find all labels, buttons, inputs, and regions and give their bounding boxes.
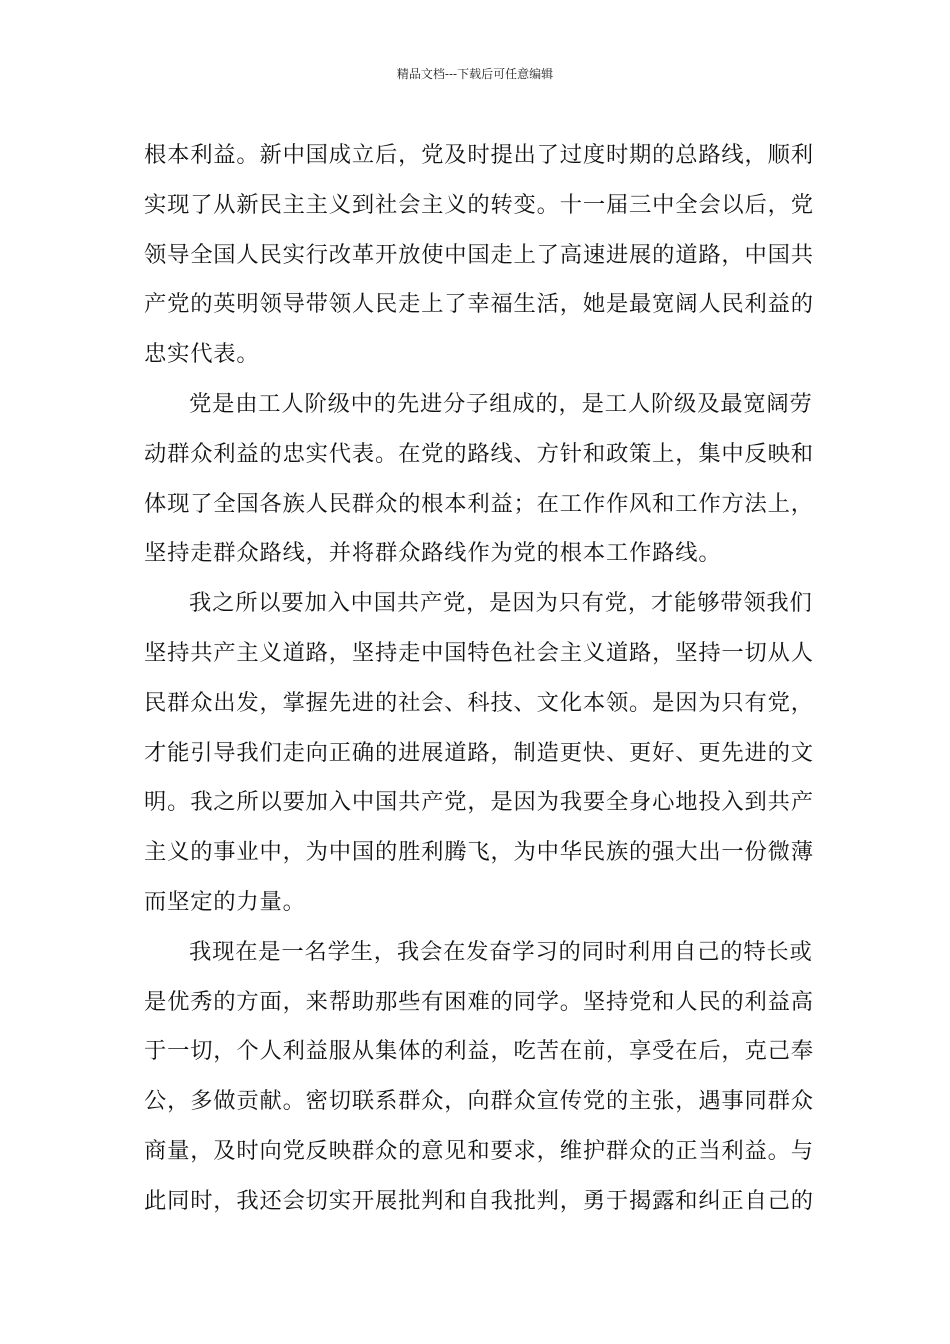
text-line: 忠实代表。 bbox=[144, 341, 260, 368]
text-line: 我之所以要加入中国共产党，是因为只有党，才能够带领我们 bbox=[189, 590, 813, 617]
text-line: 我现在是一名学生，我会在发奋学习的同时利用自己的特长或 bbox=[189, 938, 813, 965]
page-header: 精品文档---下载后可任意编辑 bbox=[396, 67, 554, 81]
paragraph bbox=[144, 131, 814, 380]
text-line: 坚持共产主义道路，坚持走中国特色社会主义道路，坚持一切从人 bbox=[144, 639, 814, 666]
text-line: 动群众利益的忠实代表。在党的路线、方针和政策上，集中反映和 bbox=[144, 440, 814, 467]
text-line: 商量，及时向党反映群众的意见和要求，维护群众的正当利益。与 bbox=[144, 1137, 814, 1164]
text-line: 体现了全国各族人民群众的根本利益；在工作作风和工作方法上， bbox=[144, 490, 814, 517]
text-line: 民群众出发，掌握先进的社会、科技、文化本领。是因为只有党， bbox=[144, 689, 814, 716]
paragraph bbox=[144, 579, 814, 928]
text-line: 主义的事业中，为中国的胜利腾飞，为中华民族的强大出一份微薄 bbox=[144, 839, 814, 866]
text-line: 产党的英明领导带领人民走上了幸福生活，她是最宽阔人民利益的 bbox=[144, 291, 814, 318]
text-line: 是优秀的方面，来帮助那些有困难的同学。坚持党和人民的利益高 bbox=[144, 988, 814, 1015]
text-line: 领导全国人民实行改革开放使中国走上了高速进展的道路，中国共 bbox=[144, 241, 814, 268]
text-line: 于一切，个人利益服从集体的利益，吃苦在前，享受在后，克己奉 bbox=[144, 1038, 814, 1065]
text-line: 公，多做贡献。密切联系群众，向群众宣传党的主张，遇事同群众 bbox=[144, 1088, 814, 1115]
text-line: 党是由工人阶级中的先进分子组成的，是工人阶级及最宽阔劳 bbox=[189, 390, 813, 417]
paragraph bbox=[144, 928, 814, 1227]
text-line: 根本利益。新中国成立后，党及时提出了过度时期的总路线，顺利 bbox=[144, 142, 814, 168]
paragraph bbox=[144, 380, 814, 579]
text-line: 实现了从新民主主义到社会主义的转变。十一届三中全会以后，党 bbox=[144, 191, 814, 218]
document-body bbox=[144, 131, 814, 1227]
text-line: 才能引导我们走向正确的进展道路，制造更快、更好、更先进的文 bbox=[144, 739, 814, 766]
text-line: 明。我之所以要加入中国共产党，是因为我要全身心地投入到共产 bbox=[144, 789, 814, 816]
text-line: 此同时，我还会切实开展批判和自我批判，勇于揭露和纠正自己的 bbox=[144, 1187, 814, 1214]
text-line: 坚持走群众路线，并将群众路线作为党的根本工作路线。 bbox=[144, 540, 722, 567]
text-line: 而坚定的力量。 bbox=[144, 888, 306, 915]
